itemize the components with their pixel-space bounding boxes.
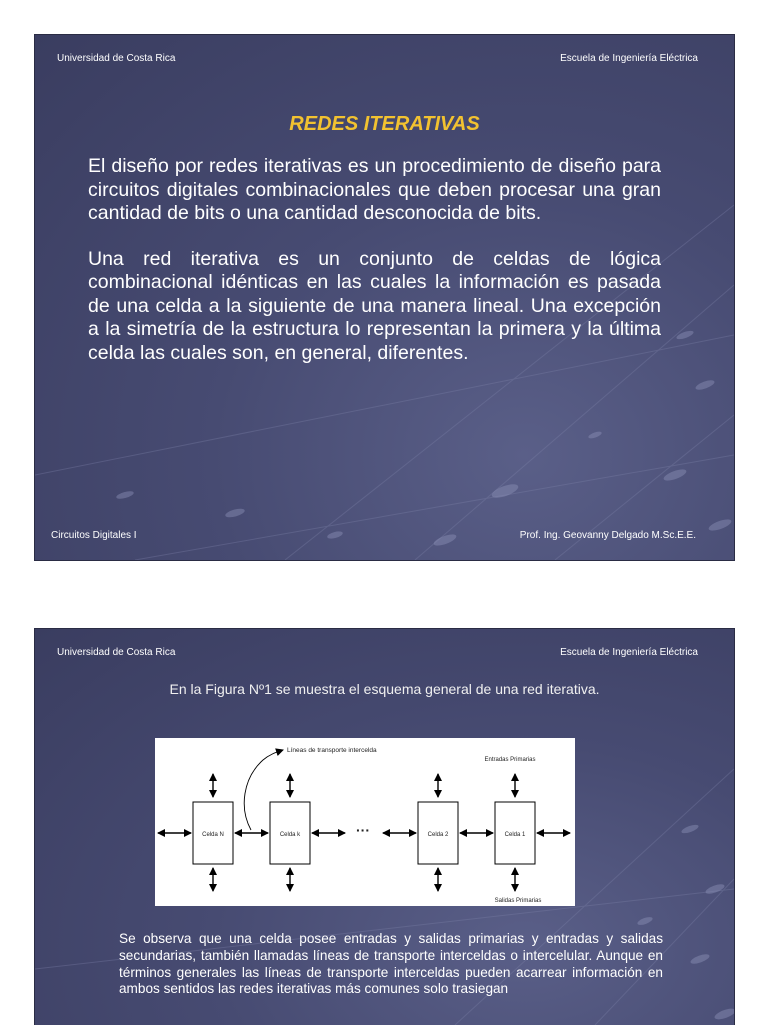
figure-intro: En la Figura Nº1 se muestra el esquema general de una red iterativa. — [169, 681, 600, 697]
iterative-network-figure — [155, 738, 575, 906]
primary-outputs-label: Salidas Primarias — [494, 898, 542, 904]
primary-inputs-label: Entradas Primarias — [484, 757, 536, 763]
cell-k-label: Celda k — [279, 832, 301, 838]
paragraph-2: Una red iterativa es un conjunto de celdas de lógica combinacional idénticas en las cuales la información es pasada de una celda a la siguiente de una manera lineal. Una excepción a la simetría de la estructura lo representan la primera y la última celda las cuales son, en general, diferentes. — [88, 247, 661, 364]
primary-input-arrows — [213, 774, 515, 797]
paragraph-1: Se observa que una celda posee entradas y salidas primarias y entradas y salidas secundarias, también llamadas líneas de transporte interceldas o intercelular. Aunque en términos generales las líneas de transporte interceldas pueden acarrear información en ambos sentidos las redes iterativas más comunes solo trasiegan — [119, 931, 663, 997]
footer-course: Circuitos Digitales I — [51, 530, 137, 541]
iterative-network-diagram — [155, 738, 575, 906]
primary-output-arrows — [213, 868, 515, 891]
slide-1 — [34, 34, 735, 561]
slide-body — [119, 931, 663, 998]
slide-body — [88, 155, 661, 365]
paragraph-1: El diseño por redes iterativas es un procedimiento de diseño para circuitos digitales combinacionales que deben procesar una gran cantidad de bits o una cantidad desconocida de bits. — [88, 155, 661, 224]
header-school: Escuela de Ingeniería Eléctrica — [560, 53, 698, 64]
cell-n-label: Celda N — [202, 832, 224, 838]
ellipsis-label: ··· — [356, 822, 370, 838]
slide-2 — [34, 628, 735, 1025]
transport-lines-label: Líneas de transporte intercelda — [287, 747, 377, 754]
footer-professor: Prof. Ing. Geovanny Delgado M.Sc.E.E. — [519, 530, 696, 541]
cell-1-label: Celda 1 — [504, 832, 526, 838]
header-institution: Universidad de Costa Rica — [57, 647, 176, 658]
header-institution: Universidad de Costa Rica — [57, 53, 176, 64]
slide-title: REDES ITERATIVAS — [289, 113, 480, 135]
cell-2-label: Celda 2 — [427, 832, 449, 838]
header-school: Escuela de Ingeniería Eléctrica — [560, 647, 698, 658]
